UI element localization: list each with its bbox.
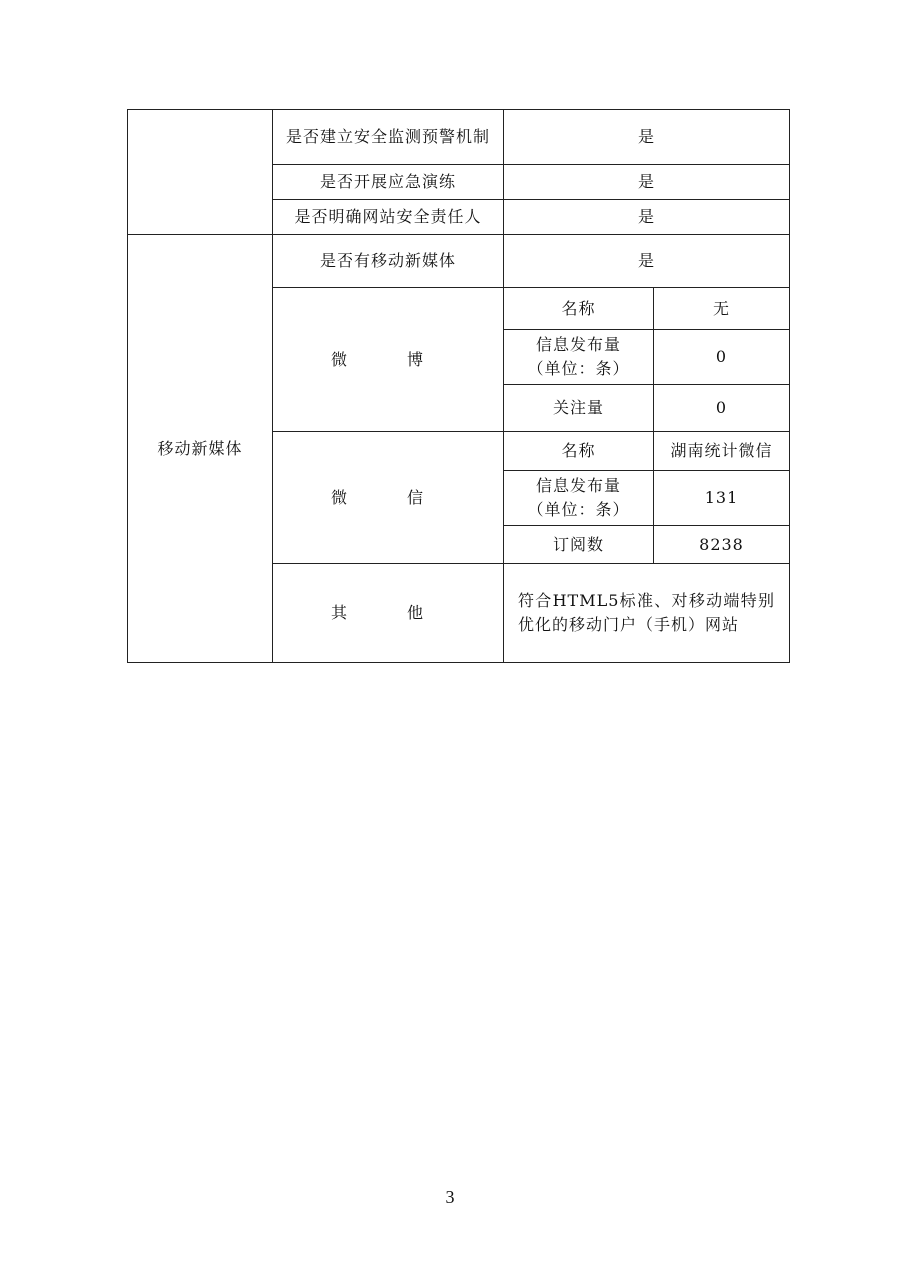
- emergency-drill-label: 是否开展应急演练: [273, 165, 504, 200]
- report-table: [127, 109, 790, 663]
- weibo-followers-label: 关注量: [504, 385, 654, 432]
- wechat-subscribers-value: 8238: [654, 526, 790, 564]
- other-value: 符合HTML5标准、对移动端特别优化的移动门户（手机）网站: [504, 564, 790, 663]
- wechat-subscribers-label: 订阅数: [504, 526, 654, 564]
- security-monitoring-value: 是: [504, 110, 790, 165]
- wechat-posts-label: [504, 471, 654, 526]
- wechat-posts-value: 131: [654, 471, 790, 526]
- weibo-name-label: 名称: [504, 288, 654, 330]
- wechat-name-label: 名称: [504, 432, 654, 471]
- table-row: [128, 110, 790, 165]
- wechat-name-value: 湖南统计微信: [654, 432, 790, 471]
- has-mobile-label: 是否有移动新媒体: [273, 235, 504, 288]
- security-category-cell: [128, 110, 273, 235]
- page-number: 3: [445, 1187, 455, 1207]
- mobile-category-cell: 移动新媒体: [128, 235, 273, 663]
- emergency-drill-value: 是: [504, 165, 790, 200]
- wechat-label: 微 信: [273, 432, 504, 564]
- table-row: [128, 235, 790, 288]
- wechat-posts-label-line2: （单位：条）: [527, 500, 630, 519]
- weibo-label: 微 博: [273, 288, 504, 432]
- has-mobile-value: 是: [504, 235, 790, 288]
- security-owner-label: 是否明确网站安全责任人: [273, 200, 504, 235]
- weibo-posts-label: [504, 330, 654, 385]
- other-label: 其 他: [273, 564, 504, 663]
- weibo-posts-label-line1: 信息发布量: [535, 335, 621, 354]
- weibo-name-value: 无: [654, 288, 790, 330]
- weibo-posts-label-line2: （单位：条）: [527, 359, 630, 378]
- security-monitoring-label: 是否建立安全监测预警机制: [273, 110, 504, 165]
- security-owner-value: 是: [504, 200, 790, 235]
- weibo-posts-value: 0: [654, 330, 790, 385]
- weibo-followers-value: 0: [654, 385, 790, 432]
- wechat-posts-label-line1: 信息发布量: [535, 476, 621, 495]
